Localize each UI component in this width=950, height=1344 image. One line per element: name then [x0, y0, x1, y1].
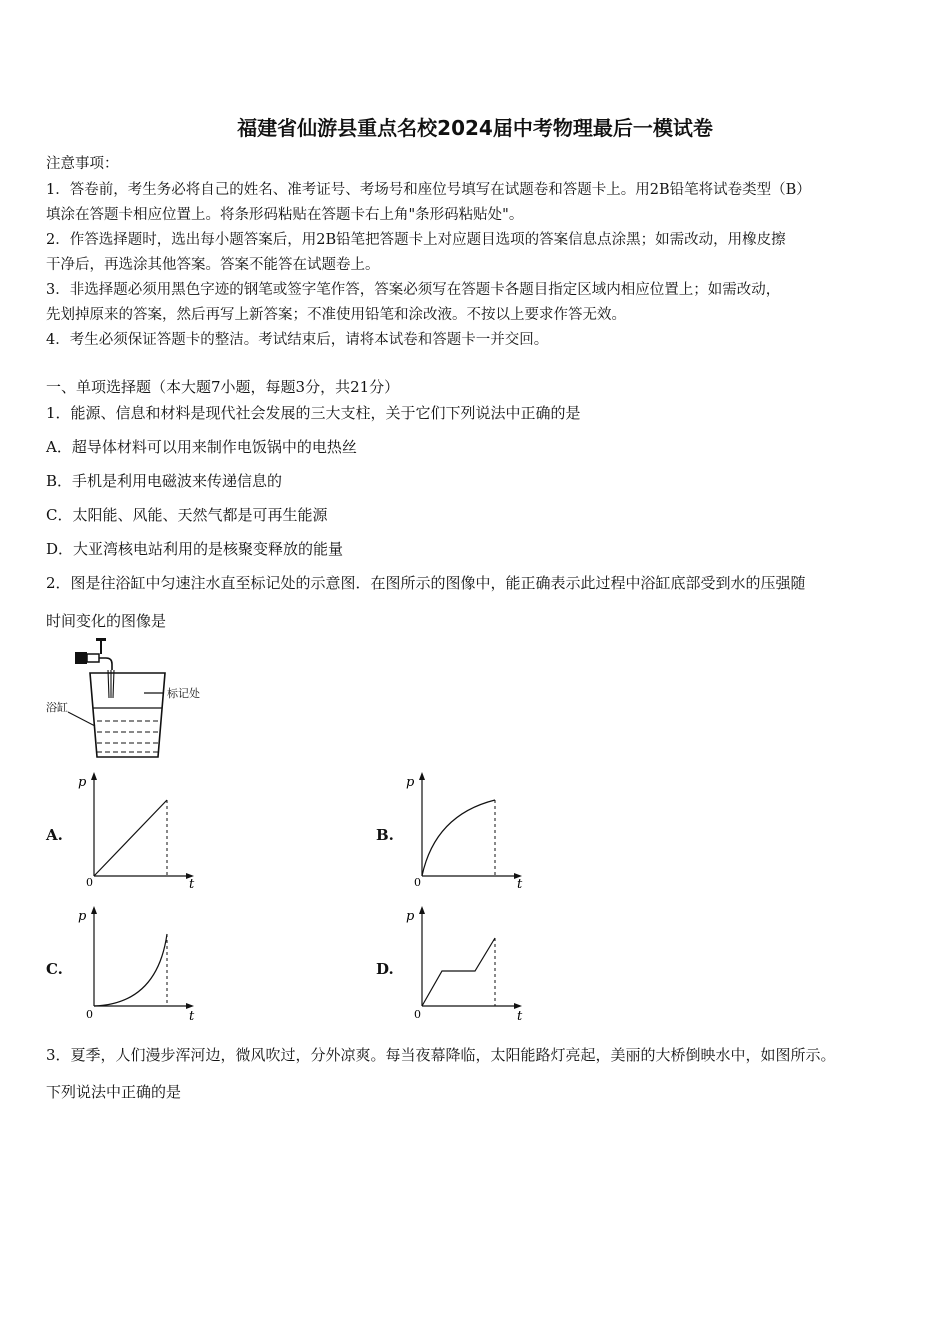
- curve-a: [94, 800, 167, 876]
- origin-label: 0: [414, 876, 421, 889]
- y-axis-label: p: [78, 909, 87, 924]
- q2-option-a-label: A.: [46, 826, 63, 844]
- q1-stem: 1．能源、信息和材料是现代社会发展的三大支柱，关于它们下列说法中正确的是: [46, 404, 581, 422]
- section-heading: 一、单项选择题（本大题7小题，每题3分，共21分）: [46, 378, 400, 396]
- q1-option-c: C．太阳能、风能、天然气都是可再生能源: [46, 506, 328, 524]
- x-axis-label: t: [517, 1009, 523, 1024]
- q2-option-b-label: B.: [376, 826, 394, 844]
- q2-option-c-label: C.: [46, 960, 63, 978]
- page-title: 福建省仙游县重点名校2024届中考物理最后一模试卷: [237, 116, 713, 140]
- x-axis-label: t: [189, 877, 195, 890]
- notice-line-5: 3．非选择题必须用黑色字迹的钢笔或签字笔作答，答案必须写在答题卡各题目指定区域内相应位置上；如需改动，: [46, 282, 781, 298]
- origin-label: 0: [414, 1008, 421, 1021]
- q2-option-d-label: D.: [376, 960, 394, 978]
- q3-stem-line1: 3．夏季，人们漫步浑河边，微风吹过，分外凉爽。每当夜幕降临，太阳能路灯亮起，美丽的大桥倒映水中，如图所示。: [46, 1046, 836, 1064]
- notice-line-7: 4．考生必须保证答题卡的整洁。考试结束后，请将本试卷和答题卡一并交回。: [46, 332, 549, 348]
- graph-c: [72, 904, 202, 1024]
- notice-line-3: 2．作答选择题时，选出每小题答案后，用2B铅笔把答题卡上对应题目选项的答案信息点涂黑；如需改动，用橡皮擦: [46, 232, 786, 248]
- curve-c: [94, 934, 167, 1006]
- graph-b: [400, 770, 530, 890]
- bathtub-figure: [44, 636, 224, 766]
- curve-b: [422, 800, 495, 876]
- mark-label: 标记处: [167, 687, 200, 700]
- graph-d: [400, 904, 530, 1024]
- q2-stem-line2: 时间变化的图像是: [46, 612, 167, 630]
- x-axis-label: t: [517, 877, 523, 890]
- notice-line-2: 填涂在答题卡相应位置上。将条形码粘贴在答题卡右上角"条形码粘贴处"。: [46, 207, 524, 223]
- q1-option-a: A．超导体材料可以用来制作电饭锅中的电热丝: [46, 438, 357, 456]
- graph-a: [72, 770, 202, 890]
- y-axis-label: p: [406, 909, 415, 924]
- notice-heading: 注意事项：: [46, 156, 119, 172]
- origin-label: 0: [86, 1008, 93, 1021]
- tub-label: 浴缸: [46, 701, 68, 714]
- x-axis-label: t: [189, 1009, 195, 1024]
- y-axis-label: p: [78, 775, 87, 790]
- origin-label: 0: [86, 876, 93, 889]
- notice-line-4: 干净后，再选涂其他答案。答案不能答在试题卷上。: [46, 257, 380, 273]
- curve-d: [422, 938, 495, 1006]
- q3-stem-line2: 下列说法中正确的是: [46, 1083, 182, 1101]
- notice-line-6: 先划掉原来的答案，然后再写上新答案；不准使用铅笔和涂改液。不按以上要求作答无效。: [46, 307, 626, 323]
- q1-option-b: B．手机是利用电磁波来传递信息的: [46, 472, 283, 490]
- q1-option-d: D．大亚湾核电站利用的是核聚变释放的能量: [46, 540, 344, 558]
- notice-line-1: 1．答卷前，考生务必将自己的姓名、准考证号、考场号和座位号填写在试题卷和答题卡上。用2B铅笔将试卷类型（B）: [46, 182, 811, 198]
- y-axis-label: p: [406, 775, 415, 790]
- q2-stem-line1: 2．图是往浴缸中匀速注水直至标记处的示意图．在图所示的图像中，能正确表示此过程中浴缸底部受到水的压强随: [46, 574, 806, 592]
